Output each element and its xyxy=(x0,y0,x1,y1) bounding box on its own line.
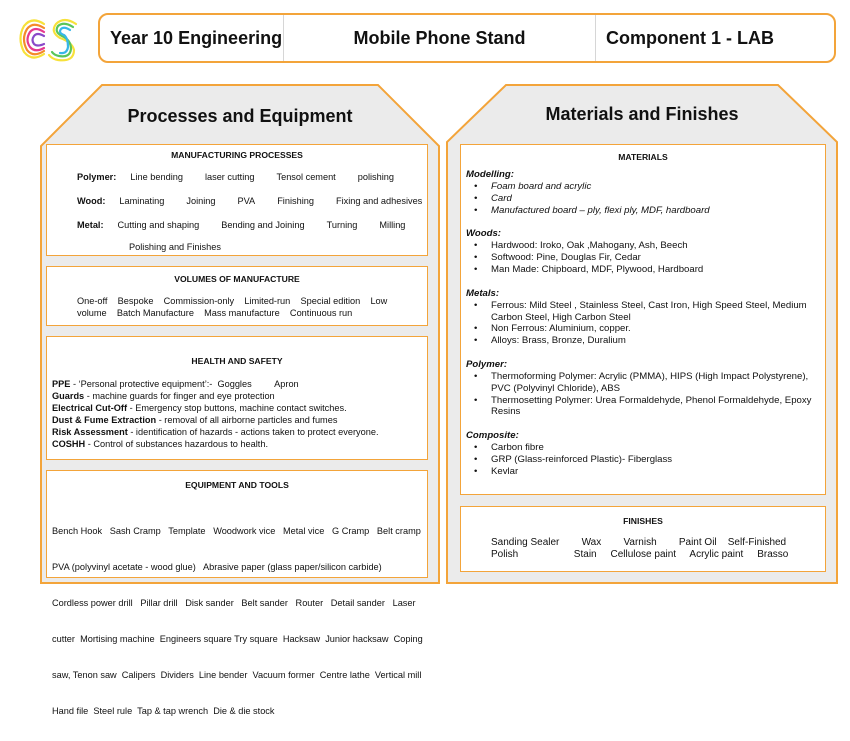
health-safety-box xyxy=(46,336,428,460)
list-item: • Manufactured board – ply, flexi ply, MDF, hardboard xyxy=(472,205,817,217)
metal-processes-extra: Polishing and Finishes xyxy=(129,242,221,252)
process-item: Laminating xyxy=(119,196,165,206)
polymer-heading: Polymer: xyxy=(466,358,508,370)
manufacturing-processes-title: MANUFACTURING PROCESSES xyxy=(171,150,303,160)
project-title: Mobile Phone Stand xyxy=(284,15,596,61)
equipment-line: Cordless power drill Pillar drill Disk sander Belt sander Router Detail sander Laser xyxy=(52,598,416,608)
equipment-tools-title: EQUIPMENT AND TOOLS xyxy=(185,480,289,490)
process-item: Bending and Joining xyxy=(221,220,305,230)
equipment-line: PVA (polyvinyl acetate - wood glue) Abrasive paper (glass paper/silicon carbide) xyxy=(52,562,382,572)
process-item: Fixing and adhesives xyxy=(335,196,423,206)
hs-item: Electrical Cut-Off - Emergency stop buttons, machine contact switches. xyxy=(52,403,347,413)
process-item: Turning xyxy=(326,220,358,230)
wood-label: Wood: xyxy=(77,196,106,206)
materials-panel xyxy=(446,84,838,584)
materials-content xyxy=(466,161,817,478)
volumes-title: VOLUMES OF MANUFACTURE xyxy=(174,274,300,284)
polymer-list xyxy=(472,371,817,418)
list-item: • Alloys: Brass, Bronze, Duralium xyxy=(472,335,817,347)
composite-list xyxy=(472,442,817,477)
processes-panel-title: Processes and Equipment xyxy=(127,106,353,126)
process-item: Joining xyxy=(186,196,216,206)
volumes-line-2: volume Batch Manufacture Mass manufacture Continuous run xyxy=(77,308,353,318)
processes-panel xyxy=(40,84,440,716)
list-item: • Hardwood: Iroko, Oak ,Mahogany, Ash, Beech xyxy=(472,240,817,252)
polymer-processes-row xyxy=(77,171,416,183)
volumes-box xyxy=(46,266,428,326)
metal-label: Metal: xyxy=(77,220,104,230)
composite-heading: Composite: xyxy=(466,430,519,442)
equipment-list xyxy=(52,501,423,741)
process-item: polishing xyxy=(357,172,395,182)
equipment-line: Hand file Steel rule Tap & tap wrench Die & die stock xyxy=(52,706,275,716)
header-bar xyxy=(98,13,836,63)
woods-list xyxy=(472,240,817,275)
list-item: • Foam board and acrylic xyxy=(472,181,817,193)
equipment-tools-box xyxy=(46,470,428,716)
list-item: • Thermoforming Polymer: Acrylic (PMMA), HIPS (High Impact Polystyrene), PVC (Polyvinyl Chloride), ABS xyxy=(472,371,817,395)
list-item: • Kevlar xyxy=(472,466,817,478)
health-safety-title: HEALTH AND SAFETY xyxy=(191,356,283,366)
manufacturing-processes-box xyxy=(46,144,428,256)
process-item: Milling xyxy=(379,220,406,230)
volumes-line-1: One-off Bespoke Commission-only Limited-run Special edition Low xyxy=(77,296,388,306)
component-title: Component 1 - LAB xyxy=(606,27,774,48)
metal-processes-row xyxy=(77,219,427,231)
list-item: • Card xyxy=(472,193,817,205)
metals-heading: Metals: xyxy=(466,287,500,299)
process-item: Line bending xyxy=(130,172,183,182)
list-item: • Softwood: Pine, Douglas Fir, Cedar xyxy=(472,252,817,264)
materials-title: MATERIALS xyxy=(618,152,668,162)
list-item: • Thermosetting Polymer: Urea Formaldehyde, Phenol Formaldehyde, Epoxy Resins xyxy=(472,395,817,419)
course-title: Year 10 Engineering xyxy=(100,15,284,61)
polymer-label: Polymer: xyxy=(77,172,117,182)
equipment-line: cutter Mortising machine Engineers square Try square Hacksaw Junior hacksaw Coping xyxy=(52,634,423,644)
hs-item: PPE - ‘Personal protective equipment’:- Goggles Apron xyxy=(52,379,299,389)
hs-item: COSHH - Control of substances hazardous to health. xyxy=(52,439,269,449)
list-item: • Carbon fibre xyxy=(472,442,817,454)
health-safety-list xyxy=(52,378,379,450)
process-item: Tensol cement xyxy=(276,172,336,182)
modelling-heading: Modelling: xyxy=(466,169,514,180)
modelling-list xyxy=(472,181,817,216)
materials-box xyxy=(460,144,826,495)
process-item: laser cutting xyxy=(204,172,255,182)
metals-list xyxy=(472,300,817,347)
equipment-line: saw, Tenon saw Calipers Dividers Line bender Vacuum former Centre lathe Vertical mill xyxy=(52,670,422,680)
finishes-line-2: Polish Stain Cellulose paint Acrylic paint Brasso xyxy=(491,549,789,560)
finishes-title: FINISHES xyxy=(623,516,663,526)
wood-processes-row xyxy=(77,195,444,207)
finishes-line-1: Sanding Sealer Wax Varnish Paint Oil Self-Finished xyxy=(491,537,787,548)
hs-item: Dust & Fume Extraction - removal of all airborne particles and fumes xyxy=(52,415,338,425)
finishes-box xyxy=(460,506,826,572)
list-item: • Non Ferrous: Aluminium, copper. xyxy=(472,323,817,335)
process-item: PVA xyxy=(237,196,256,206)
list-item: • GRP (Glass-reinforced Plastic)- Fiberglass xyxy=(472,454,817,466)
list-item: • Man Made: Chipboard, MDF, Plywood, Hardboard xyxy=(472,264,817,276)
materials-panel-title: Materials and Finishes xyxy=(545,104,739,124)
list-item: • Ferrous: Mild Steel , Stainless Steel, Cast Iron, High Speed Steel, Medium Carbon Steel, High Carbon Steel xyxy=(472,300,817,324)
hs-item: Risk Assessment - identification of hazards - actions taken to protect everyone. xyxy=(52,427,379,437)
process-item: Cutting and shaping xyxy=(117,220,200,230)
equipment-line: Bench Hook Sash Cramp Template Woodwork vice Metal vice G Cramp Belt cramp xyxy=(52,526,421,536)
woods-heading: Woods: xyxy=(466,228,501,240)
process-item: Finishing xyxy=(277,196,314,206)
cs-logo xyxy=(14,12,84,68)
hs-item: Guards - machine guards for finger and eye protection xyxy=(52,391,275,401)
